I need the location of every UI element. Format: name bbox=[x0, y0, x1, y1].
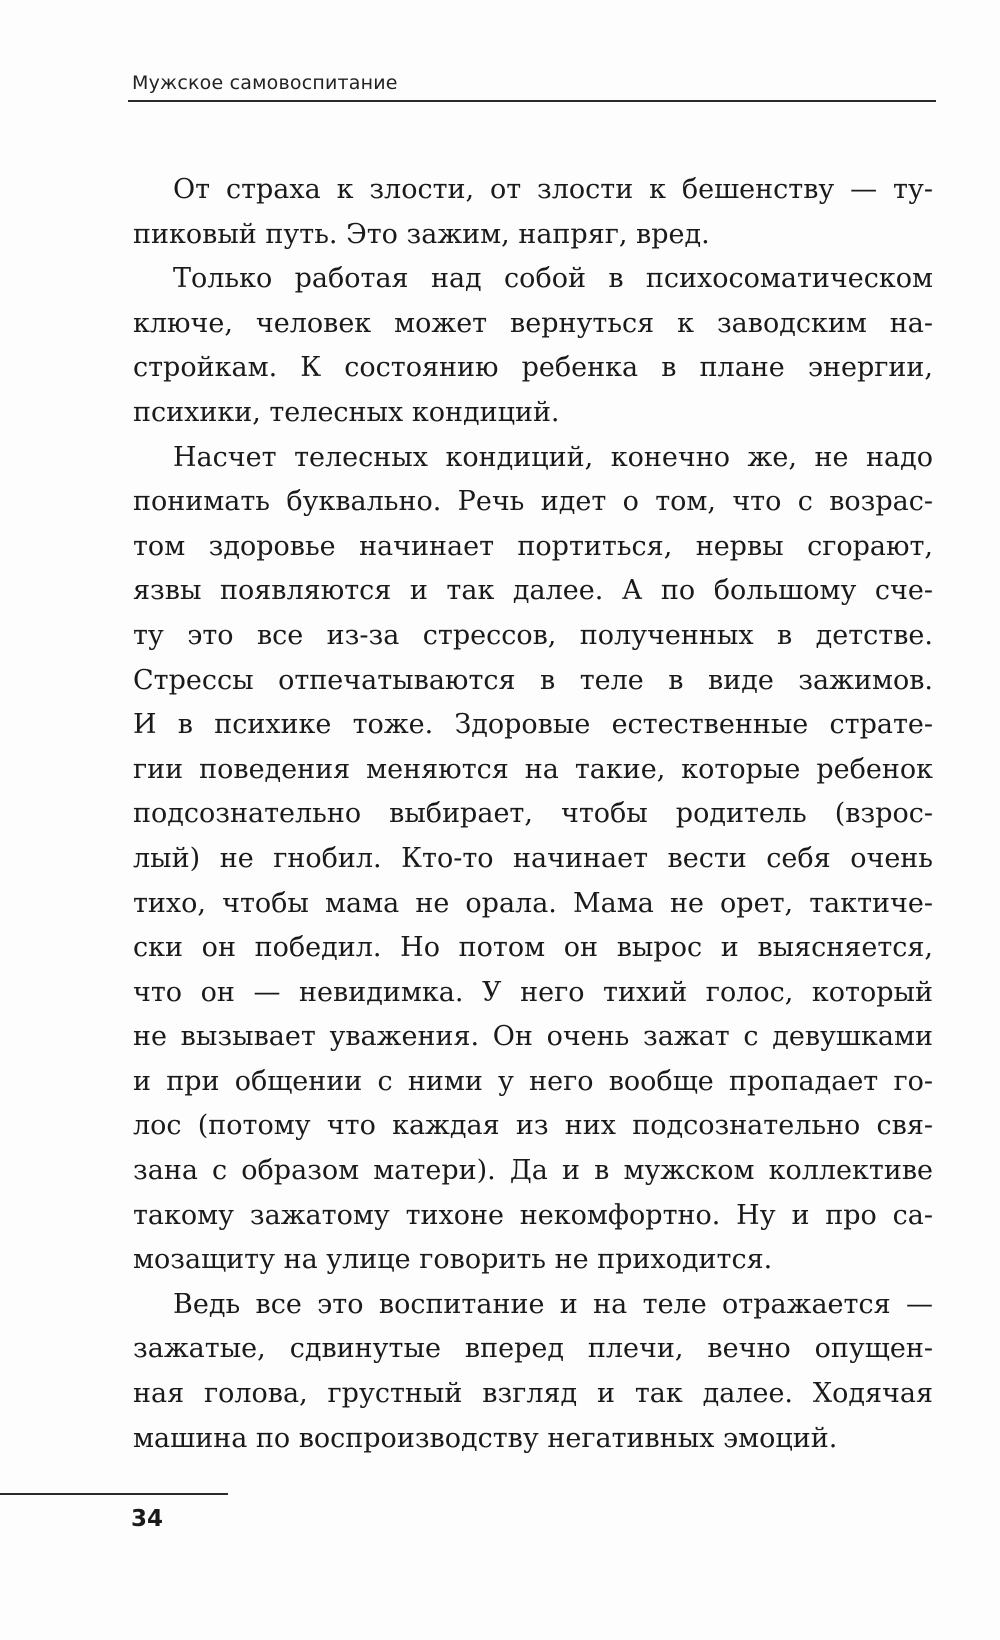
text-line: понимать буквально. Речь идет о том, что с возрас- bbox=[133, 486, 933, 518]
text-line: стройкам. К состоянию ребенка в плане энергии, bbox=[133, 352, 933, 384]
running-head-title: Мужское самовоспитание bbox=[132, 72, 398, 94]
paragraph-1 bbox=[133, 168, 933, 257]
text-line: том здоровье начинает портиться, нервы сгорают, bbox=[133, 530, 933, 562]
text-line: ту это все из-за стрессов, полученных в детстве. bbox=[133, 619, 933, 651]
paragraph-4 bbox=[133, 1283, 933, 1461]
text-line: лый) не гнобил. Кто-то начинает вести себя очень bbox=[133, 842, 933, 874]
footer-rule bbox=[0, 1493, 228, 1495]
text-line: не вызывает уважения. Он очень зажат с девушками bbox=[133, 1021, 933, 1053]
header-rule bbox=[128, 100, 936, 102]
text-line: ключе, человек может вернуться к заводским на- bbox=[133, 307, 933, 339]
text-line: Ведь все это воспитание и на теле отражается — bbox=[173, 1288, 933, 1320]
text-line: зана с образом матери). Да и в мужском коллективе bbox=[133, 1155, 933, 1187]
text-line: ная голова, грустный взгляд и так далее. Ходячая bbox=[133, 1378, 933, 1410]
text-line: такому зажатому тихоне некомфортно. Ну и про са- bbox=[133, 1199, 933, 1231]
text-line: И в психике тоже. Здоровые естественные страте- bbox=[133, 709, 933, 741]
paragraph-2 bbox=[133, 257, 933, 435]
text-line: гии поведения меняются на такие, которые ребенок bbox=[133, 753, 933, 785]
text-line: язвы появляются и так далее. А по большому сче- bbox=[133, 575, 933, 607]
text-line: зажатые, сдвинутые вперед плечи, вечно опущен- bbox=[133, 1333, 933, 1365]
text-line: пиковый путь. Это зажим, напряг, вред. bbox=[133, 218, 710, 250]
text-line: машина по воспроизводству негативных эмоций. bbox=[133, 1422, 838, 1454]
page-number: 34 bbox=[131, 1506, 164, 1532]
text-line: тихо, чтобы мама не орала. Мама не орет, тактиче- bbox=[133, 887, 933, 919]
text-line: Стрессы отпечатываются в теле в виде зажимов. bbox=[133, 664, 933, 696]
text-line: и при общении с ними у него вообще пропадает го- bbox=[133, 1065, 933, 1097]
text-line: От страха к злости, от злости к бешенству — ту- bbox=[173, 174, 933, 205]
text-line: психики, телесных кондиций. bbox=[133, 396, 560, 428]
text-line: ски он победил. Но потом он вырос и выясняется, bbox=[133, 932, 933, 964]
text-line: подсознательно выбирает, чтобы родитель (взрос- bbox=[133, 798, 933, 830]
body-text bbox=[133, 168, 933, 1461]
text-line: Насчет телесных кондиций, конечно же, не надо bbox=[173, 441, 933, 473]
text-line: что он — невидимка. У него тихий голос, который bbox=[133, 976, 933, 1008]
paragraph-3 bbox=[133, 436, 933, 1283]
text-line: мозащиту на улице говорить не приходится. bbox=[133, 1244, 773, 1276]
text-line: Только работая над собой в психосоматическом bbox=[173, 263, 933, 295]
text-line: лос (потому что каждая из них подсознательно свя- bbox=[133, 1110, 933, 1142]
